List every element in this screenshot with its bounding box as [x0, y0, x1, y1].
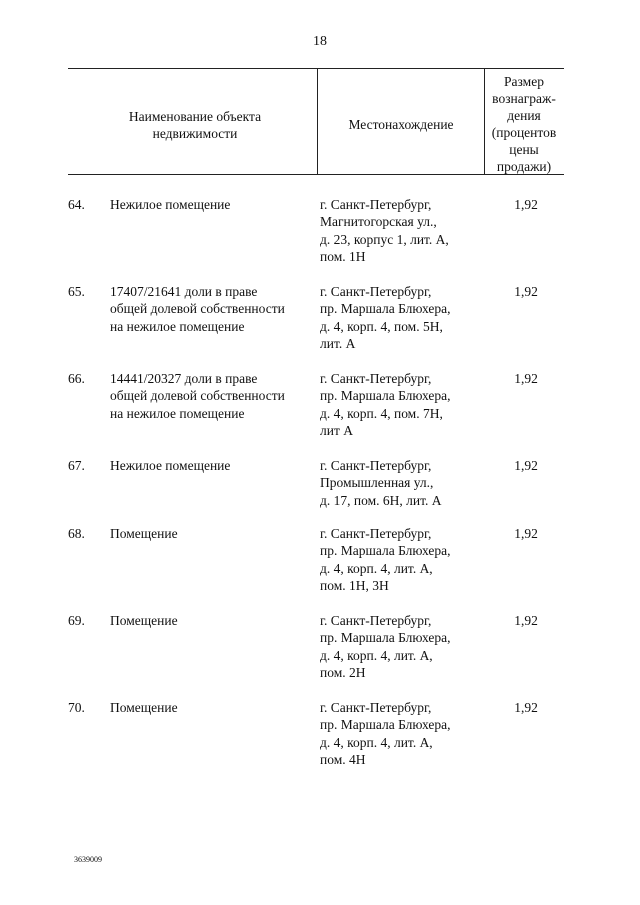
object-location-line: д. 4, корп. 4, лит. А,: [320, 560, 433, 576]
row-number: 67.: [68, 458, 85, 473]
object-name-line: 17407/21641 доли в праве: [110, 284, 258, 299]
footer-code: 3639009: [74, 855, 102, 864]
object-location-line: пр. Маршала Блюхера,: [320, 543, 451, 559]
row-number: 69.: [68, 613, 85, 628]
object-location-line: Промышленная ул.,: [320, 475, 434, 491]
object-location-line: лит. А: [320, 335, 356, 351]
object-location-line: д. 4, корп. 4, пом. 5Н,: [320, 318, 443, 334]
fee-value: 1,92: [514, 458, 538, 473]
object-location-line: пом. 4Н: [320, 751, 366, 767]
fee-value: 1,92: [514, 197, 538, 212]
object-location-line: лит А: [320, 422, 353, 438]
object-location: [320, 457, 490, 509]
header-location: Местонахождение: [348, 117, 454, 132]
header-fee-line: продажи): [496, 159, 552, 174]
object-name-line: Нежилое помещение: [110, 197, 231, 212]
row-number: 70.: [68, 700, 85, 715]
fee-value: 1,92: [514, 284, 538, 299]
object-name-line: на нежилое помещение: [110, 318, 245, 334]
object-location: [320, 612, 490, 681]
header-top-rule: [68, 68, 564, 69]
object-name-line: Помещение: [110, 613, 178, 628]
row-number: 65.: [68, 284, 85, 299]
header-name-line: Наименование объекта: [128, 109, 262, 124]
object-location-line: г. Санкт-Петербург,: [320, 700, 432, 715]
object-location: [320, 196, 490, 265]
object-name: [110, 196, 310, 213]
object-location-line: Магнитогорская ул.,: [320, 214, 437, 230]
object-name-line: общей долевой собственности: [110, 388, 285, 404]
object-location-line: пом. 1Н, 3Н: [320, 577, 389, 593]
fee-value: 1,92: [514, 700, 538, 715]
object-location-line: д. 4, корп. 4, лит. А,: [320, 734, 433, 750]
object-location-line: пр. Маршала Блюхера,: [320, 388, 451, 404]
row-number: 64.: [68, 197, 85, 212]
header-name: [100, 108, 290, 142]
object-location: [320, 370, 490, 439]
page-number: 18: [313, 34, 327, 49]
row-number: 66.: [68, 371, 85, 386]
object-name-line: Помещение: [110, 700, 178, 715]
row-number: 68.: [68, 526, 85, 541]
object-location-line: пр. Маршала Блюхера,: [320, 717, 451, 733]
object-name: [110, 283, 310, 335]
object-name: [110, 699, 310, 716]
fee-value: 1,92: [514, 526, 538, 541]
object-name-line: 14441/20327 доли в праве: [110, 371, 258, 386]
object-location-line: пом. 2Н: [320, 664, 366, 680]
fee-value: 1,92: [514, 613, 538, 628]
object-location-line: д. 23, корпус 1, лит. А,: [320, 231, 449, 247]
header-name-line: недвижимости: [152, 126, 238, 141]
object-location-line: пр. Маршала Блюхера,: [320, 630, 451, 646]
header-fee-line: цены: [509, 142, 539, 157]
object-location-line: д. 17, пом. 6Н, лит. А: [320, 492, 442, 508]
object-name-line: Нежилое помещение: [110, 458, 231, 473]
object-location: [320, 699, 490, 768]
object-location-line: г. Санкт-Петербург,: [320, 526, 432, 541]
object-name: [110, 370, 310, 422]
header-fee-line: (процентов: [491, 125, 557, 140]
object-location: [320, 283, 490, 352]
object-name-line: на нежилое помещение: [110, 405, 245, 421]
object-location-line: г. Санкт-Петербург,: [320, 197, 432, 212]
object-name-line: Помещение: [110, 526, 178, 541]
header-fee-line: дения: [507, 108, 541, 123]
object-location-line: г. Санкт-Петербург,: [320, 371, 432, 386]
fee-value: 1,92: [514, 371, 538, 386]
object-location-line: пр. Маршала Блюхера,: [320, 301, 451, 317]
object-location-line: д. 4, корп. 4, лит. А,: [320, 647, 433, 663]
object-name: [110, 612, 310, 629]
object-location-line: д. 4, корп. 4, пом. 7Н,: [320, 405, 443, 421]
header-fee-line: вознаграж-: [492, 91, 556, 106]
object-location-line: г. Санкт-Петербург,: [320, 613, 432, 628]
object-location-line: г. Санкт-Петербург,: [320, 458, 432, 473]
object-location-line: г. Санкт-Петербург,: [320, 284, 432, 299]
object-location-line: пом. 1Н: [320, 248, 366, 264]
header-fee-line: Размер: [504, 74, 544, 89]
object-location: [320, 525, 490, 594]
object-name-line: общей долевой собственности: [110, 301, 285, 317]
object-name: [110, 525, 310, 542]
object-name: [110, 457, 310, 474]
header-fee: [484, 73, 564, 175]
